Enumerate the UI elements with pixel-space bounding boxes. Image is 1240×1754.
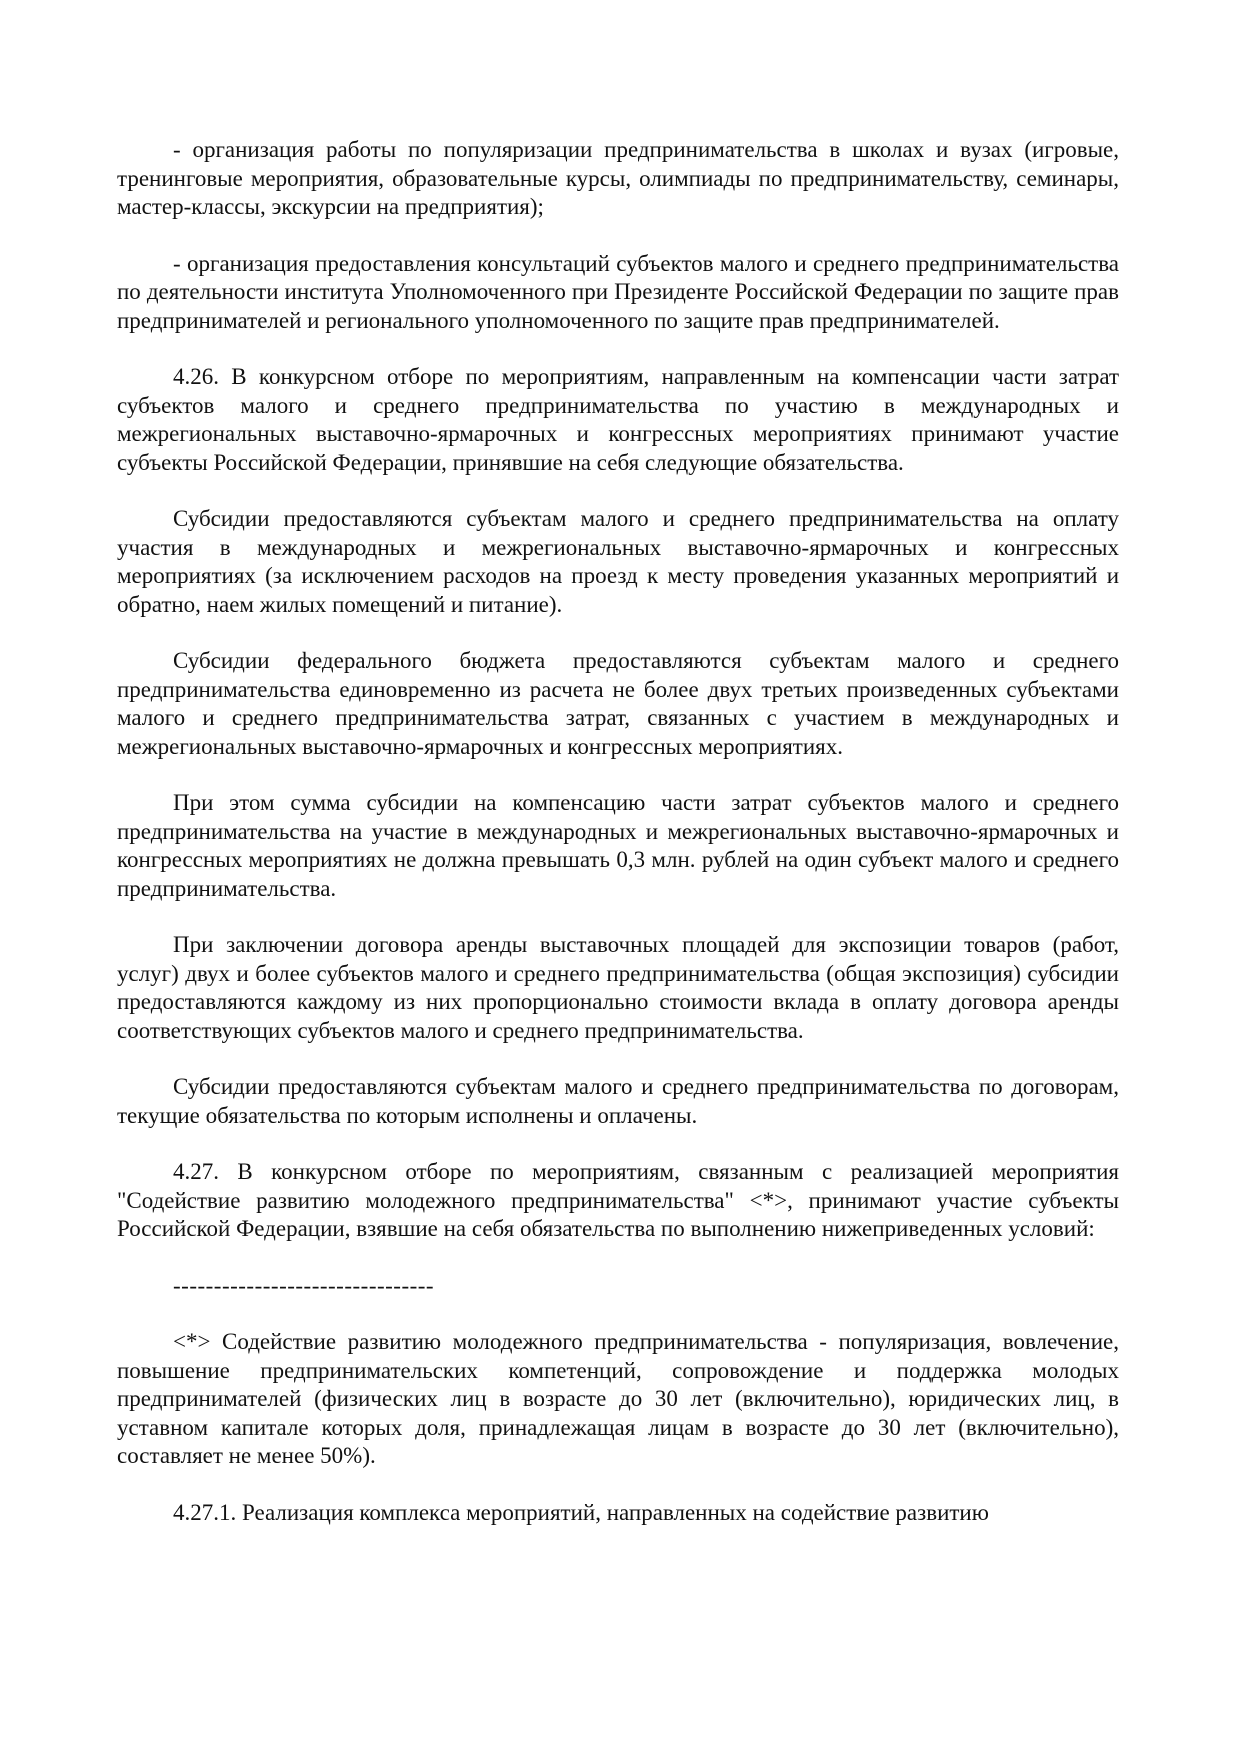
footnote-separator: -------------------------------- (173, 1272, 435, 1298)
paragraph-subsidy-limit: При этом сумма субсидии на компенсацию части затрат субъектов малого и среднего предпринимательства на участие в международных и межрегиональных выставочно-ярмарочных и конгрессных мероприятиях не должна превышать 0,3 млн. рублей на один субъект малого и среднего предпринимательства. (117, 790, 1119, 901)
paragraph-contracts-paid: Субсидии предоставляются субъектам малого и среднего предпринимательства по договорам, текущие обязательства по которым исполнены и оплачены. (117, 1074, 1119, 1128)
paragraph-popularization: - организация работы по популяризации предпринимательства в школах и вузах (игровые, тренинговые мероприятия, образовательные курсы, олимпиады по предпринимательству, семинары, мастер-классы, экскурсии на предприятия); (117, 137, 1119, 219)
document-page (117, 136, 1119, 1555)
footnote-youth-entrepreneurship: <*> Содействие развитию молодежного предпринимательства - популяризация, вовлечение, повышение предпринимательских компетенций, сопровождение и поддержка молодых предпринимателей (физических лиц в возрасте до 30 лет (включительно), юридических лиц, в уставном капитале которых доля, принадлежащая лицам в возрасте до 30 лет (включительно), составляет не менее 50%). (117, 1329, 1119, 1468)
paragraph-federal-subsidies: Субсидии федерального бюджета предоставляются субъектам малого и среднего предпринимательства единовременно из расчета не более двух третьих произведенных субъектами малого и среднего предпринимательства затрат, связанных с участием в международных и межрегиональных выставочно-ярмарочных и конгрессных мероприятиях. (117, 648, 1119, 759)
paragraph-consultations: - организация предоставления консультаций субъектов малого и среднего предпринимательства по деятельности института Уполномоченного при Президенте Российской Федерации по защите прав предпринимателей и регионального уполномоченного по защите прав предпринимателей. (117, 250, 1119, 333)
paragraph-subsidies-participation: Субсидии предоставляются субъектам малого и среднего предпринимательства на оплату участия в международных и межрегиональных выставочно-ярмарочных и конгрессных мероприятиях (за исключением расходов на проезд к месту проведения указанных мероприятий и обратно, наем жилых помещений и питание). (117, 506, 1119, 617)
paragraph-lease-agreement: При заключении договора аренды выставочных площадей для экспозиции товаров (работ, услуг) двух и более субъектов малого и среднего предпринимательства (общая экспозиция) субсидии предоставляются каждому из них пропорционально стоимости вклада в оплату договора аренды соответствующих субъектов малого и среднего предпринимательства. (117, 932, 1119, 1043)
paragraph-4-27-1: 4.27.1. Реализация комплекса мероприятий, направленных на содействие развитию (173, 1499, 989, 1525)
paragraph-4-27: 4.27. В конкурсном отборе по мероприятиям, связанным с реализацией мероприятия "Содействие развитию молодежного предпринимательства" <*>, принимают участие субъекты Российской Федерации, взявшие на себя обязательства по выполнению нижеприведенных условий: (117, 1159, 1119, 1241)
paragraph-4-26: 4.26. В конкурсном отборе по мероприятиям, направленным на компенсации части затрат субъектов малого и среднего предпринимательства по участию в международных и межрегиональных выставочно-ярмарочных и конгрессных мероприятиях принимают участие субъекты Российской Федерации, принявшие на себя следующие обязательства. (117, 364, 1119, 475)
